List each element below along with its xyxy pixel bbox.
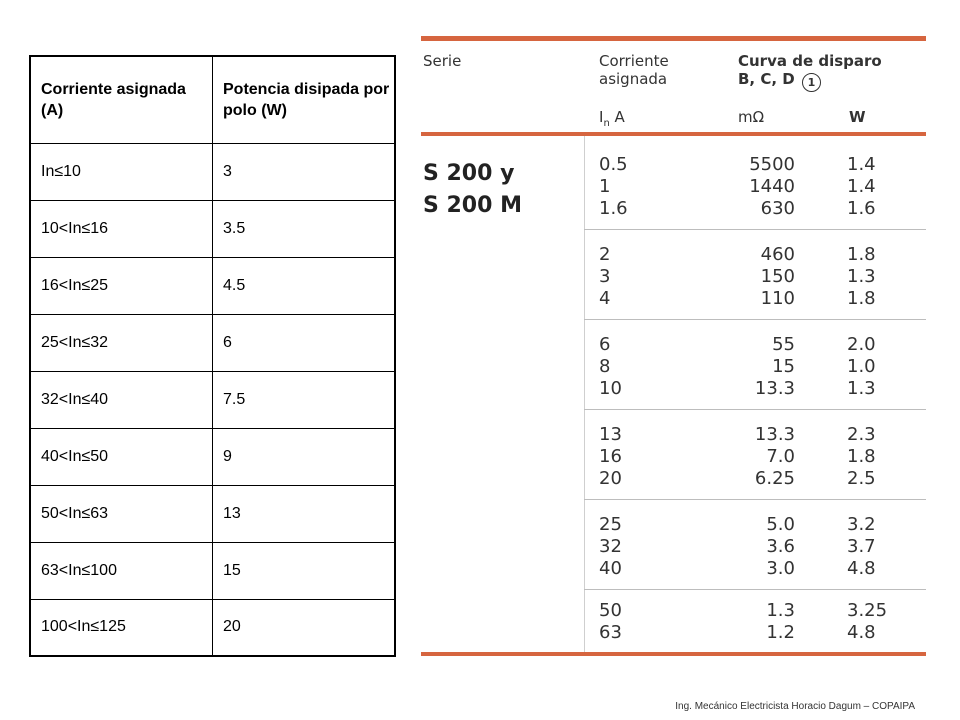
power-value: 2.0 [847, 334, 876, 355]
resistance-column [717, 244, 795, 310]
current-value: 1.6 [599, 198, 628, 219]
current-column [599, 600, 659, 644]
current-value: 2 [599, 244, 611, 265]
table-row [30, 257, 395, 314]
power-value: 4.8 [847, 622, 876, 643]
unit-resistance: mΩ [738, 108, 765, 126]
table-row [30, 314, 395, 371]
power-value: 1.3 [847, 378, 876, 399]
table-row [30, 542, 395, 599]
current-value: 13 [599, 424, 622, 445]
power-dissipation-table [29, 55, 396, 657]
resistance-value: 110 [760, 288, 795, 309]
power-column [847, 334, 907, 400]
current-value: 10 [599, 378, 622, 399]
power-column [847, 154, 907, 220]
serie-name-line1: S 200 y [423, 161, 515, 186]
current-column [599, 244, 659, 310]
resistance-column [717, 334, 795, 400]
catalog-header-serie: Serie [423, 52, 462, 70]
power-value: 3.25 [847, 600, 888, 621]
power-value: 1.8 [847, 288, 876, 309]
cell-corriente: 50<In≤63 [30, 485, 213, 542]
power-column [847, 424, 907, 490]
power-value: 3.2 [847, 514, 876, 535]
resistance-value: 1.2 [766, 622, 795, 643]
current-value: 3 [599, 266, 611, 287]
accent-bar-mid [421, 132, 926, 136]
cell-potencia: 3.5 [213, 200, 396, 257]
resistance-value: 55 [772, 334, 795, 355]
current-value: 16 [599, 446, 622, 467]
power-value: 1.8 [847, 446, 876, 467]
current-value: 0.5 [599, 154, 628, 175]
group-separator [584, 229, 926, 230]
catalog-header-corriente-line1: Corriente [599, 52, 669, 70]
catalog-header-corriente-line2: asignada [599, 70, 668, 88]
resistance-value: 460 [760, 244, 795, 265]
vertical-divider [584, 136, 585, 652]
resistance-value: 1.3 [766, 600, 795, 621]
cell-corriente: 25<In≤32 [30, 314, 213, 371]
cell-potencia: 6 [213, 314, 396, 371]
table-row [30, 143, 395, 200]
current-column [599, 154, 659, 220]
current-column [599, 334, 659, 400]
current-value: 32 [599, 536, 622, 557]
resistance-column [717, 424, 795, 490]
group-separator [584, 499, 926, 500]
current-value: 4 [599, 288, 611, 309]
note-marker-circle: 1 [802, 73, 821, 92]
power-value: 4.8 [847, 558, 876, 579]
group-separator [584, 589, 926, 590]
current-value: 25 [599, 514, 622, 535]
accent-bar-top [421, 36, 926, 41]
serie-name [423, 158, 522, 222]
cell-corriente: 10<In≤16 [30, 200, 213, 257]
cell-potencia: 13 [213, 485, 396, 542]
cell-corriente: In≤10 [30, 143, 213, 200]
cell-corriente: 63<In≤100 [30, 542, 213, 599]
cell-corriente: 16<In≤25 [30, 257, 213, 314]
footer-credit: Ing. Mecánico Electricista Horacio Dagum – COPAIPA [675, 701, 915, 712]
current-value: 20 [599, 468, 622, 489]
header-corriente: Corriente asignada (A) [30, 56, 213, 143]
cell-potencia: 20 [213, 599, 396, 656]
power-value: 2.5 [847, 468, 876, 489]
group-separator [584, 409, 926, 410]
cell-potencia: 9 [213, 428, 396, 485]
power-value: 1.0 [847, 356, 876, 377]
table-row [30, 599, 395, 656]
unit-current-suffix: A [609, 108, 625, 126]
resistance-column [717, 600, 795, 644]
power-value: 3.7 [847, 536, 876, 557]
resistance-value: 6.25 [754, 468, 795, 489]
resistance-value: 150 [760, 266, 795, 287]
cell-corriente: 40<In≤50 [30, 428, 213, 485]
catalog-header-curva [738, 52, 882, 92]
resistance-value: 3.0 [766, 558, 795, 579]
unit-current-main: I [599, 108, 604, 126]
current-value: 1 [599, 176, 611, 197]
cell-potencia: 4.5 [213, 257, 396, 314]
resistance-value: 13.3 [754, 424, 795, 445]
power-value: 1.8 [847, 244, 876, 265]
current-column [599, 424, 659, 490]
header-potencia: Potencia disipada por polo (W) [213, 56, 396, 143]
power-value: 1.6 [847, 198, 876, 219]
table-row [30, 485, 395, 542]
serie-name-line2: S 200 M [423, 193, 522, 218]
resistance-column [717, 154, 795, 220]
unit-current-sub: n [603, 118, 610, 129]
catalog-header-curva-line2 [738, 70, 882, 92]
catalog-excerpt [421, 36, 926, 658]
current-value: 40 [599, 558, 622, 579]
unit-current [599, 108, 625, 133]
table-row [30, 200, 395, 257]
current-value: 63 [599, 622, 622, 643]
cell-corriente: 32<In≤40 [30, 371, 213, 428]
cell-potencia: 7.5 [213, 371, 396, 428]
cell-corriente: 100<In≤125 [30, 599, 213, 656]
current-value: 6 [599, 334, 611, 355]
cell-potencia: 15 [213, 542, 396, 599]
power-value: 1.3 [847, 266, 876, 287]
power-value: 1.4 [847, 154, 876, 175]
current-value: 50 [599, 600, 622, 621]
power-column [847, 600, 907, 644]
catalog-header-corriente [599, 52, 669, 88]
power-value: 2.3 [847, 424, 876, 445]
catalog-header-curva-line1: Curva de disparo [738, 52, 882, 70]
current-column [599, 514, 659, 580]
cell-potencia: 3 [213, 143, 396, 200]
resistance-value: 15 [772, 356, 795, 377]
resistance-value: 7.0 [766, 446, 795, 467]
power-value: 1.4 [847, 176, 876, 197]
resistance-value: 5500 [749, 154, 795, 175]
accent-bar-bottom [421, 652, 926, 656]
resistance-value: 630 [760, 198, 795, 219]
resistance-column [717, 514, 795, 580]
unit-power: W [849, 108, 866, 126]
resistance-value: 5.0 [766, 514, 795, 535]
group-separator [584, 319, 926, 320]
current-value: 8 [599, 356, 611, 377]
curva-types: B, C, D [738, 70, 795, 88]
resistance-value: 3.6 [766, 536, 795, 557]
power-column [847, 514, 907, 580]
table-header-row [30, 56, 395, 143]
resistance-value: 13.3 [754, 378, 795, 399]
resistance-value: 1440 [749, 176, 795, 197]
table-row [30, 428, 395, 485]
table-row [30, 371, 395, 428]
power-column [847, 244, 907, 310]
